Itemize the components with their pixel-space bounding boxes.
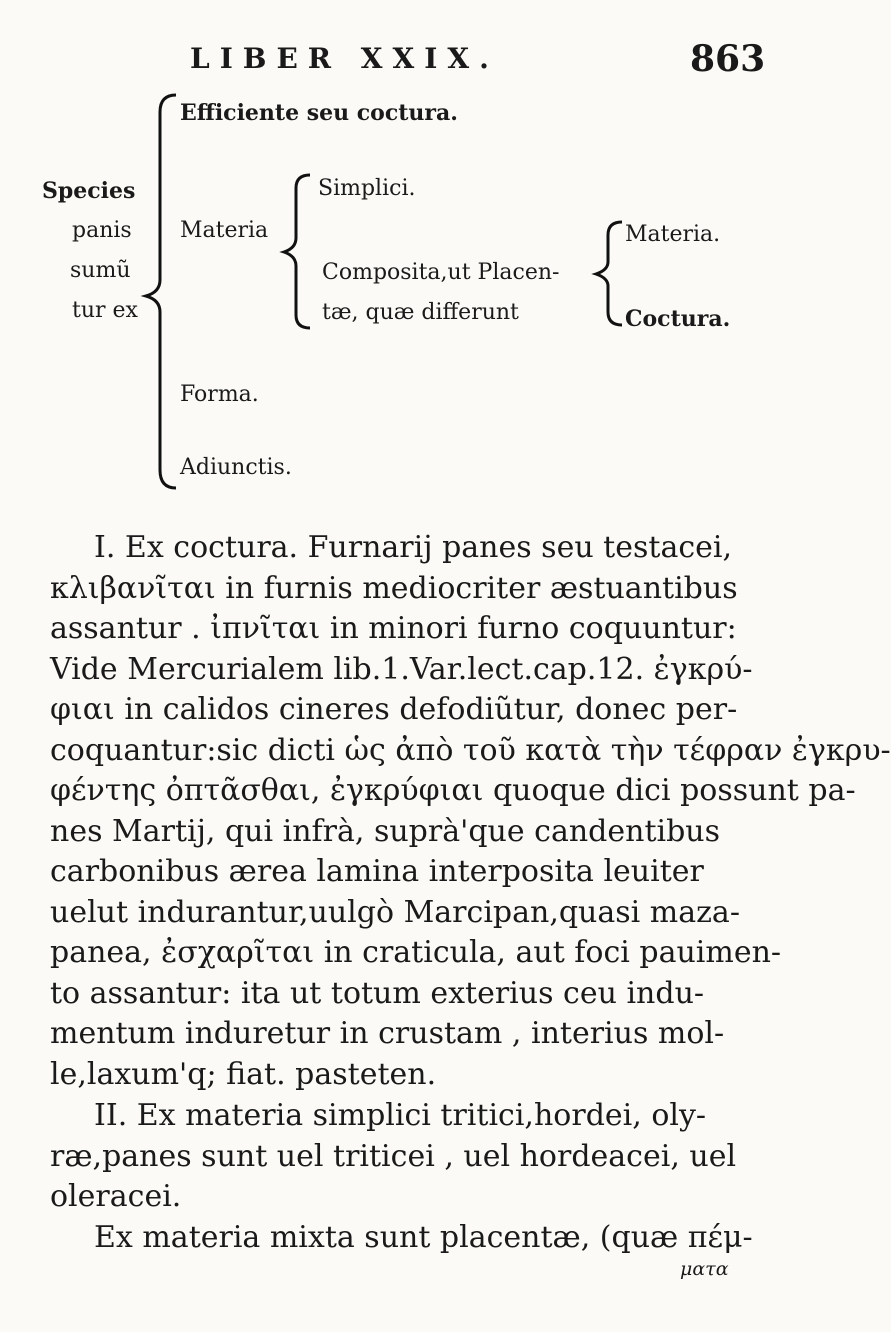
coctura-label: Coctura.: [625, 306, 731, 332]
text-line: assantur . ἰπνῖται in minori furno coquuntur:: [50, 611, 737, 646]
efficient-cause: Efficiente seu coctura.: [180, 100, 458, 126]
page-number: 863: [690, 38, 766, 80]
composita-line-1: Composita,ut Placen-: [322, 260, 560, 285]
text-line: φέντης ὀπτᾶσθαι, ἐγκρύφιαι quoque dici possunt pa-: [50, 773, 856, 808]
text-line: ræ,panes sunt uel triticei , uel hordeacei, uel: [50, 1138, 737, 1174]
text-line: oleracei.: [50, 1179, 182, 1214]
paragraph-2: [50, 1096, 762, 1218]
text-line: carbonibus ærea lamina interposita leuiter: [50, 854, 704, 889]
text-line: to assantur: ita ut totum exterius ceu indu-: [50, 975, 705, 1011]
text-line: Ex materia mixta sunt placentæ, (quæ πέμ-: [94, 1220, 753, 1255]
composita-line-2: tæ, quæ differunt: [322, 300, 519, 325]
text-line: II. Ex materia simplici tritici,hordei, oly-: [94, 1098, 707, 1133]
text-line: Vide Mercurialem lib.1.Var.lect.cap.12. ἐγκρύ-: [50, 651, 753, 687]
catchword: ματα: [680, 1258, 729, 1280]
materia-brace: [284, 175, 310, 328]
adiunctis-label: Adiunctis.: [180, 455, 292, 480]
root-label-1: Species: [42, 178, 136, 204]
text-line: mentum induretur in crustam , interius mol-: [50, 1016, 725, 1051]
text-line: le,laxum'q; fiat. pasteten.: [50, 1056, 437, 1092]
materia-label: Materia: [180, 218, 269, 243]
text-line: κλιβανῖται in furnis mediocriter æstuantibus: [50, 570, 738, 606]
text-line: I. Ex coctura. Furnarij panes seu testacei,: [94, 530, 733, 565]
running-title: LIBER XXIX.: [190, 42, 499, 75]
root-label-3: sumũ: [70, 258, 131, 283]
main-brace: [146, 95, 176, 488]
paragraph-3: [50, 1218, 762, 1259]
composita-brace: [596, 222, 622, 325]
materia2-label: Materia.: [625, 222, 721, 247]
text-line: uelut indurantur,uulgò Marcipan,quasi maza-: [50, 894, 740, 930]
simplici-label: Simplici.: [318, 176, 416, 201]
root-label-4: tur ex: [72, 298, 138, 323]
text-line: φιαι in calidos cineres defodiũtur, donec per-: [50, 692, 738, 727]
text-line: panea, ἐσχαρῖται in craticula, aut foci pauimen-: [50, 935, 782, 970]
text-line: nes Martij, qui infrà, suprà'que candentibus: [50, 813, 721, 849]
text-line: coquantur:sic dicti ὡς ἀπὸ τοῦ κατὰ τὴν τέφραν ἐγκρυ-: [50, 732, 891, 768]
paragraph-1: [50, 528, 891, 1095]
forma-label: Forma.: [180, 382, 259, 407]
root-label-2: panis: [72, 218, 132, 243]
